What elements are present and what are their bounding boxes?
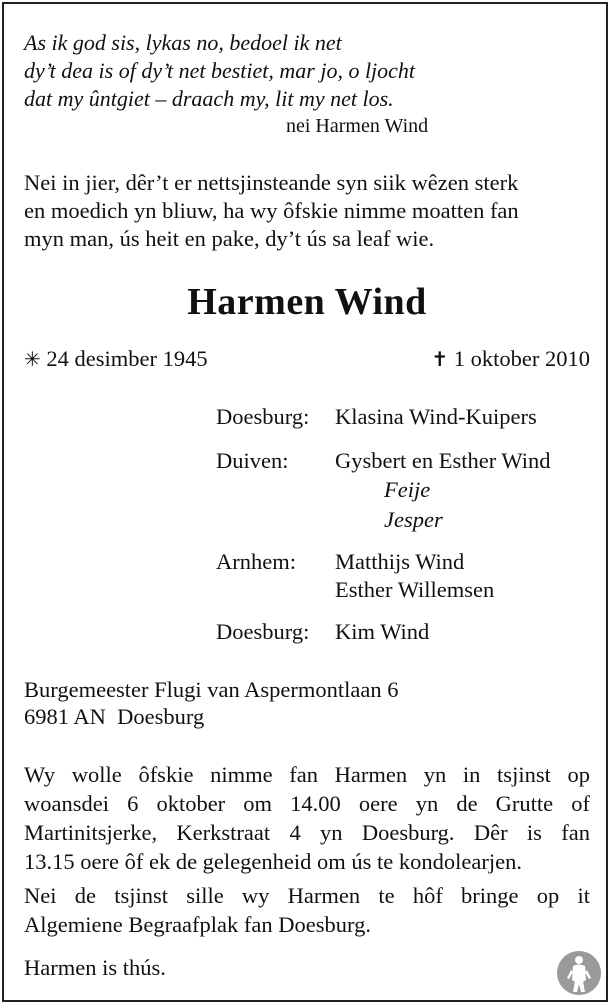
service-paragraph: [24, 760, 590, 876]
mourning-figure-icon: [556, 950, 602, 996]
burial-paragraph: [24, 881, 590, 939]
family-name: Klasina Wind-Kuipers: [335, 404, 537, 429]
service-line-4: 13.15 oere ôf ek de gelegenheid om ús te kondolearjen.: [24, 849, 522, 874]
family-place: Arnhem:: [216, 549, 296, 574]
birth-date-row: [24, 346, 208, 372]
family-name: Gysbert en Esther Wind: [335, 448, 551, 473]
address-city: 6981 AN Doesburg: [24, 704, 205, 729]
intro-line-2: en moedich yn bliuw, ha wy ôfskie nimme moatten fan: [24, 198, 519, 223]
birth-star-icon: ✳: [24, 347, 41, 371]
death-cross-icon: ✝: [431, 347, 449, 371]
poem-line-2: dy’t dea is of dy’t net bestiet, mar jo, o ljocht: [24, 58, 416, 83]
closing-line: Harmen is thús.: [24, 955, 166, 980]
poem-attribution: nei Harmen Wind: [286, 115, 429, 137]
deceased-name: Harmen Wind: [187, 281, 427, 323]
address-street: Burgemeester Flugi van Aspermontlaan 6: [24, 677, 399, 702]
birth-date: 24 desimber 1945: [46, 346, 208, 371]
death-date: 1 oktober 2010: [453, 346, 590, 371]
poem-line-1: As ik god sis, lykas no, bedoel ik net: [24, 30, 342, 55]
family-name: Matthijs Wind: [335, 549, 465, 574]
family-name: Kim Wind: [335, 619, 430, 644]
intro-line-3: myn man, ús heit en pake, dy’t ús sa leaf wie.: [24, 226, 435, 251]
service-line-1: Wy wolle ôfskie nimme fan Harmen yn in tsjinst op: [24, 762, 590, 787]
family-name: Esther Willemsen: [335, 577, 495, 602]
poem-line-3: dat my ûntgiet – draach my, lit my net los.: [24, 86, 394, 111]
family-place: Doesburg:: [216, 619, 310, 644]
service-line-3: Martinitsjerke, Kerkstraat 4 yn Doesburg. Dêr is fan: [24, 820, 590, 845]
burial-line-2: Algemiene Begraafplak fan Doesburg.: [24, 912, 371, 937]
death-date-row: [431, 346, 590, 372]
family-grandchild: Feije: [384, 477, 431, 502]
burial-line-1: Nei de tsjinst sille wy Harmen te hôf bringe op it: [24, 883, 590, 908]
family-place: Duiven:: [216, 448, 289, 473]
service-line-2: woansdei 6 oktober om 14.00 oere yn de Grutte of: [24, 791, 590, 816]
intro-line-1: Nei in jier, dêr’t er nettsjinsteande syn siik wêzen sterk: [24, 170, 519, 195]
family-place: Doesburg:: [216, 404, 310, 429]
family-grandchild: Jesper: [384, 507, 443, 532]
